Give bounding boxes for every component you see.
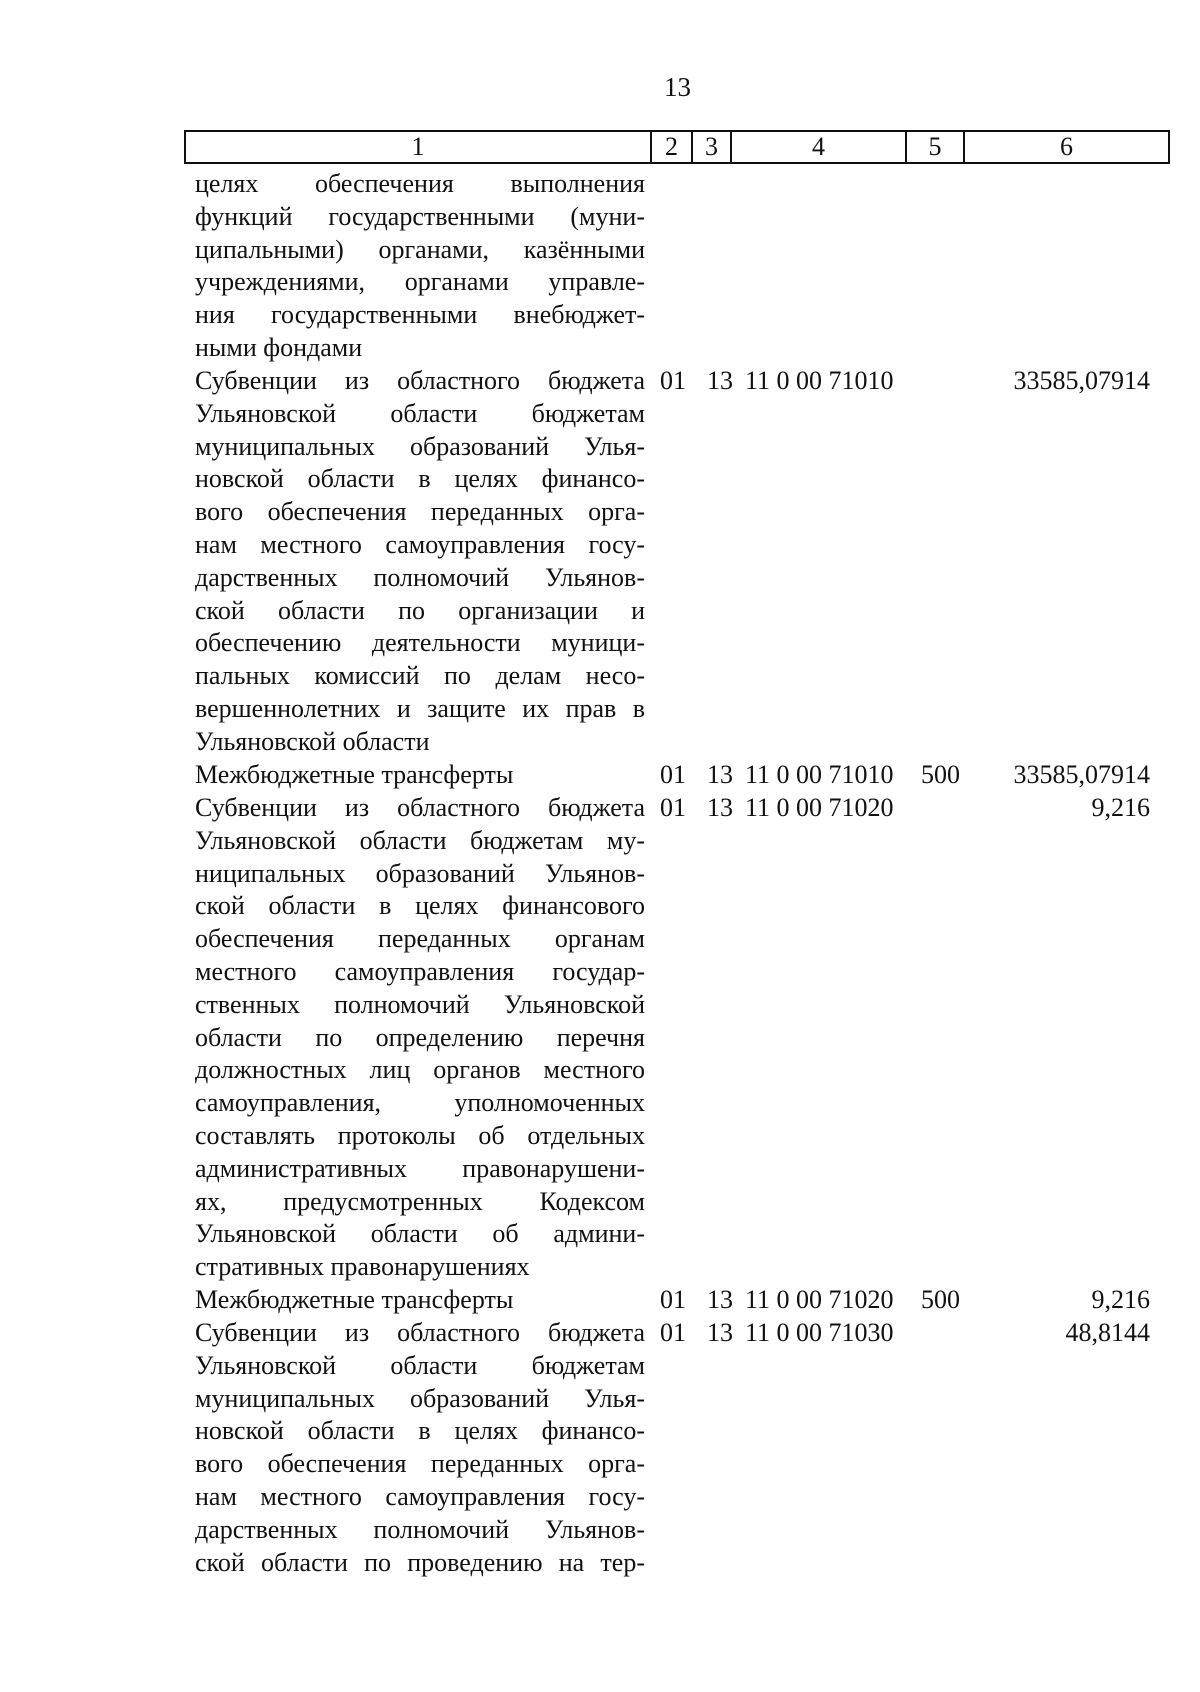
section-code: 01 (660, 1285, 686, 1314)
target-article-code: 11 0 00 71020 (745, 1285, 894, 1314)
description-line: ской области по проведению на тер- (195, 1547, 645, 1577)
section-code: 01 (660, 1318, 686, 1347)
target-article-code: 11 0 00 71010 (745, 366, 894, 395)
description-line: стративных правонарушениях (195, 1252, 530, 1282)
description-line: дарственных полномочий Ульянов- (195, 1514, 645, 1544)
description-line: области по определению перечня (195, 1022, 645, 1052)
description-line: Ульяновской области об админи- (195, 1219, 645, 1249)
subsection-code: 13 (707, 793, 733, 822)
description-line: ях, предусмотренных Кодексом (195, 1186, 645, 1216)
description-line: вого обеспечения переданных орга- (195, 497, 645, 527)
description-line: Ульяновской области (195, 726, 430, 756)
description-line: Ульяновской области бюджетам (195, 1350, 645, 1380)
amount-value: 48,8144 (1065, 1318, 1150, 1347)
description-line: целях обеспечения выполнения (195, 169, 645, 198)
description-line: Ульяновской области бюджетам (195, 398, 645, 428)
target-article-code: 11 0 00 71020 (745, 793, 894, 822)
page-number: 13 (664, 72, 691, 102)
description-line: Межбюджетные трансферты (195, 760, 514, 789)
description-line: вершеннолетних и защите их прав в (195, 693, 645, 723)
subsection-code: 13 (707, 366, 733, 395)
target-article-code: 11 0 00 71030 (745, 1318, 894, 1347)
description-line: новской области в целях финансо- (195, 464, 645, 494)
amount-value: 9,216 (1091, 793, 1150, 822)
description-line: Субвенции из областного бюджета (195, 1318, 645, 1347)
description-line: вого обеспечения переданных орга- (195, 1449, 645, 1479)
amount-value: 33585,07914 (1013, 760, 1150, 789)
row-description (195, 1317, 645, 1579)
column-header-6: 6 (1060, 132, 1073, 161)
description-line: обеспечению деятельности муници- (195, 628, 645, 658)
row-description (195, 759, 645, 792)
description-line: обеспечения переданных органам (195, 924, 645, 954)
table-header-row (184, 130, 1170, 164)
subsection-code: 13 (707, 1318, 733, 1347)
row-description (195, 1284, 645, 1317)
description-line: Ульяновской области бюджетам му- (195, 825, 645, 855)
expense-type-code: 500 (921, 1285, 960, 1314)
description-line: новской области в целях финансо- (195, 1416, 645, 1446)
column-header-1: 1 (186, 132, 652, 162)
target-article-code: 11 0 00 71010 (745, 760, 894, 789)
description-line: ственных полномочий Ульяновской (195, 989, 645, 1019)
amount-value: 33585,07914 (1013, 366, 1150, 395)
description-line: Субвенции из областного бюджета (195, 793, 645, 822)
column-header-4: 4 (732, 132, 907, 162)
row-description (195, 168, 645, 365)
expense-type-code: 500 (921, 760, 960, 789)
description-line: ципальными) органами, казёнными (195, 234, 645, 264)
description-line: пальных комиссий по делам несо- (195, 661, 645, 691)
subsection-code: 13 (707, 760, 733, 789)
amount-value: 9,216 (1091, 1285, 1150, 1314)
row-description (195, 792, 645, 1284)
description-line: Субвенции из областного бюджета (195, 366, 645, 395)
description-line: ниципальных образований Ульянов- (195, 858, 645, 888)
description-line: Межбюджетные трансферты (195, 1285, 514, 1314)
description-line: муниципальных образований Улья- (195, 1383, 645, 1413)
description-line: местного самоуправления государ- (195, 956, 645, 986)
section-code: 01 (660, 793, 686, 822)
description-line: нам местного самоуправления госу- (195, 529, 645, 559)
description-line: учреждениями, органами управле- (195, 267, 645, 297)
description-line: должностных лиц органов местного (195, 1055, 645, 1085)
subsection-code: 13 (707, 1285, 733, 1314)
column-header-5: 5 (907, 132, 965, 162)
section-code: 01 (660, 760, 686, 789)
row-description (195, 365, 645, 759)
description-line: нам местного самоуправления госу- (195, 1481, 645, 1511)
column-header-3: 3 (693, 132, 732, 162)
section-code: 01 (660, 366, 686, 395)
description-line: дарственных полномочий Ульянов- (195, 562, 645, 592)
description-line: ской области по организации и (195, 595, 645, 625)
description-line: ными фондами (195, 332, 363, 362)
description-line: функций государственными (муни- (195, 201, 645, 231)
column-header-2: 2 (652, 132, 693, 162)
description-line: ния государственными внебюджет- (195, 300, 645, 330)
description-line: административных правонарушени- (195, 1153, 645, 1183)
description-line: составлять протоколы об отдельных (195, 1120, 645, 1150)
description-line: муниципальных образований Улья- (195, 431, 645, 461)
description-line: самоуправления, уполномоченных (195, 1088, 645, 1118)
description-line: ской области в целях финансового (195, 891, 645, 921)
